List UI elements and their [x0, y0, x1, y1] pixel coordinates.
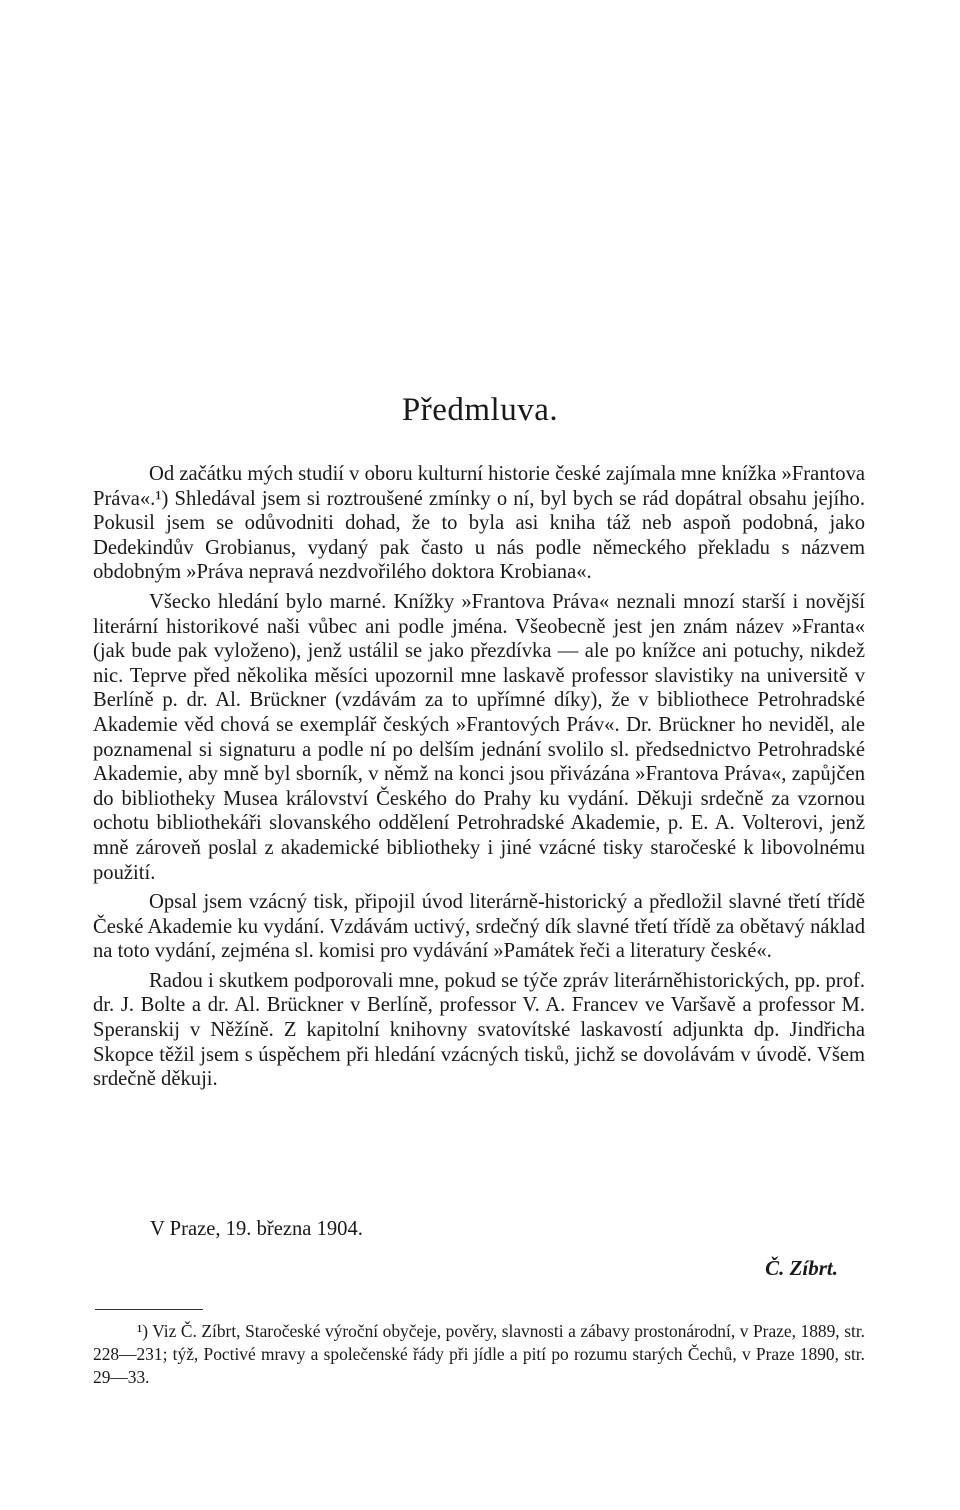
paragraph-2: Všecko hledání bylo marné. Knížky »Frantova Práva« neznali mnozí starší i novější literární historikové naši vůbec ani podle jména. Všeobecně jest jen znám název »Franta« (jak bude pak vyloženo), jenž ustálil se jako přezdívka — ale po knížce ani potuchy, nikdež nic. Teprve před několika měsíci upozornil mne laskavě professor slavistiky na universitě v Berlíně p. dr. Al. Brückner (vzdávám za to upřímné díky), že v bibliothece Petrohradské Akademie věd chová se exemplář českých »Frantových Práv«. Dr. Brückner ho neviděl, ale poznamenal si signaturu a podle ní po delším jednání svolilo sl. předsednictvo Petrohradské Akademie, aby mně byl sborník, v němž na konci jsou přivázána »Frantova Práva«, zapůjčen do bibliotheky Musea království Českého do Prahy ku vydání. Děkuji srdečně za vzornou ochotu bibliothekáři slovanského oddělení Petrohradské Akademie, p. E. A. Volterovi, jenž mně zároveň poslal z akademické bibliotheky i jiné vzácné tisky staročeské k libovolnému použití. [93, 590, 865, 884]
paragraph-3: Opsal jsem vzácný tisk, připojil úvod literárně-historický a předložil slavné třetí třídě České Akademie ku vydání. Vzdávám uctivý, srdečný dík slavné třetí třídě za obětavý náklad na toto vydání, zejména sl. komisi pro vydávání »Památek řeči a literatury české«. [93, 891, 865, 963]
footnote-divider [95, 1309, 203, 1310]
page-title: Předmluva. [401, 392, 559, 428]
dateline: V Praze, 19. března 1904. [150, 1218, 363, 1240]
footnote [93, 1320, 865, 1389]
signature: Č. Zíbrt. [765, 1256, 838, 1280]
paragraph-4: Radou i skutkem podporovali mne, pokud se týče zpráv literárněhistorických, pp. prof. dr. J. Bolte a dr. Al. Brückner v Berlíně, professor V. A. Francev ve Varšavě a professor M. Speranskij v Něžíně. Z kapitolní knihovny svatovítské laskavostí adjunkta dp. Jindřicha Skopce těžil jsem s úspěchem při hledání vzácných tisků, jichž se dovolávám v úvodě. Všem srdečně děkuji. [93, 969, 865, 1091]
preface-body [93, 462, 865, 1092]
footnote-text: ¹) Viz Č. Zíbrt, Staročeské výroční obyčeje, pověry, slavnosti a zábavy prostonárodní, v Praze, 1889, str. 228—231; týž, Poctivé mravy a společenské řády při jídle a pití po rozumu starých Čechů, v Praze 1890, str. 29—33. [93, 1321, 865, 1387]
paragraph-1: Od začátku mých studií v oboru kulturní historie české zajímala mne knížka »Frantova Práva«.¹) Shledával jsem si roztroušené zmínky o ní, byl bych se rád dopátral obsahu jejího. Pokusil jsem se odůvodniti dohad, že to byla asi kniha táž neb aspoň podobná, jako Dedekindův Grobianus, vydaný pak často u nás podle německého překladu s názvem obdobným »Práva nepravá nezdvořilého doktora Krobiana«. [93, 463, 866, 584]
